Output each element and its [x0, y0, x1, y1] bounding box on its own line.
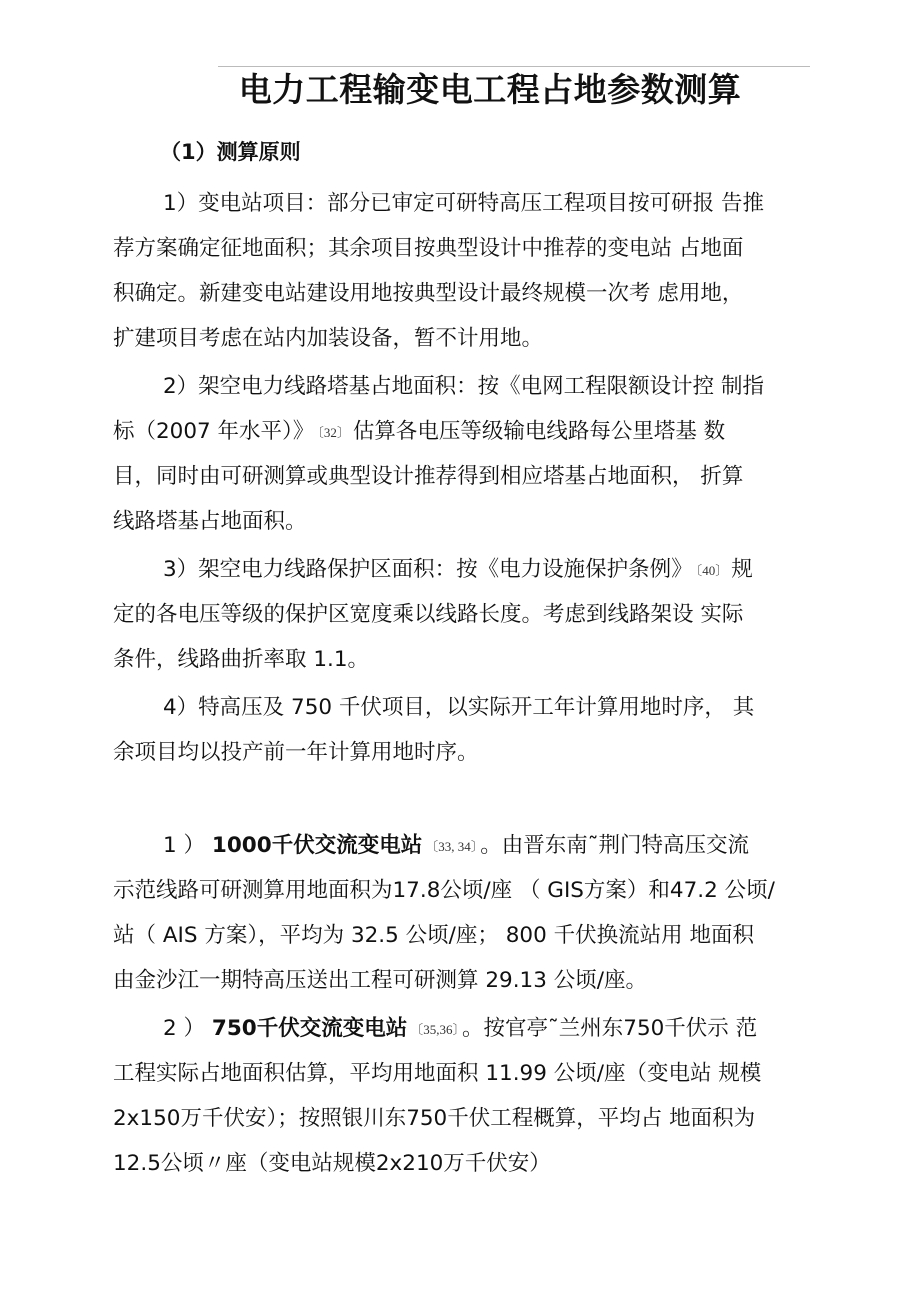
text-segment: 扩建项目考虑在站内加装设备，暂不计用地。 — [113, 326, 544, 351]
document-body — [113, 178, 813, 1186]
text-line — [113, 685, 813, 730]
text-line — [113, 1006, 813, 1051]
text-segment: 定的各电压等级的保护区宽度乘以线路长度。考虑到线路架设 实际 — [113, 602, 744, 627]
text-segment: 示范线路可研测算用地面积为17.8公顷/座 （ GIS方案）和47.2 公顷/ — [113, 878, 775, 903]
header-rule — [218, 66, 810, 67]
text-segment: 工程实际占地面积估算，平均用地面积 11.99 公顷/座（变电站 规模 — [113, 1061, 762, 1086]
document-title: 电力工程输变电工程占地参数测算 — [238, 70, 742, 109]
citation-ref: 〔33, 34〕 — [425, 838, 478, 854]
text-segment: 2）架空电力线路塔基占地面积：按《电网工程限额设计控 制指 — [163, 374, 765, 399]
text-segment: 目，同时由可研测算或典型设计推荐得到相应塔基占地面积， 折算 — [113, 464, 744, 489]
text-line — [113, 730, 813, 775]
text-segment: 标（2007 年水平）》 — [113, 419, 315, 444]
paragraph — [113, 181, 813, 361]
text-segment: 2 ） — [163, 1016, 212, 1041]
text-line — [113, 409, 813, 454]
paragraph — [113, 364, 813, 544]
paragraph — [113, 1006, 813, 1186]
text-segment: 。按官亭˜兰州东750千伏示 范 — [462, 1016, 758, 1041]
text-line — [113, 958, 813, 1003]
text-line — [113, 364, 813, 409]
text-line — [113, 1051, 813, 1096]
text-segment: 估算各电压等级输电线路每公里塔基 数 — [352, 419, 726, 444]
text-line — [113, 499, 813, 544]
text-line — [113, 547, 813, 592]
paragraph — [113, 823, 813, 1003]
text-line — [113, 868, 813, 913]
citation-ref: 〔40〕 — [695, 562, 729, 578]
text-segment: 4）特高压及 750 千伏项目，以实际开工年计算用地时序， 其 — [163, 695, 755, 720]
text-line — [113, 181, 813, 226]
text-line — [113, 226, 813, 271]
text-line — [113, 637, 813, 682]
text-segment: 荐方案确定征地面积；其余项目按典型设计中推荐的变电站 占地面 — [113, 236, 744, 261]
text-line — [113, 1096, 813, 1141]
paragraph — [113, 547, 813, 682]
text-segment: 积确定。新建变电站建设用地按典型设计最终规模一次考 虑用地， — [113, 281, 744, 306]
text-segment: 线路塔基占地面积。 — [113, 509, 307, 534]
text-segment: 条件，线路曲折率取 1.1。 — [113, 647, 370, 672]
text-segment: 规 — [731, 557, 753, 582]
text-line — [113, 823, 813, 868]
text-line — [113, 271, 813, 316]
citation-ref: 〔32〕 — [317, 424, 350, 440]
text-segment: 。由晋东南˜荆门特高压交流 — [480, 833, 749, 858]
text-segment: 站（ AIS 方案），平均为 32.5 公顷/座； 800 千伏换流站用 地面积 — [113, 923, 754, 948]
text-line — [113, 1141, 813, 1186]
text-segment: 由金沙江一期特高压送出工程可研测算 29.13 公顷/座。 — [113, 968, 647, 993]
text-line — [113, 316, 813, 361]
text-segment: 1）变电站项目：部分已审定可研特高压工程项目按可研报 告推 — [163, 191, 765, 216]
paragraph — [113, 685, 813, 775]
section-heading: （1）测算原则 — [160, 140, 301, 164]
text-segment: 余项目均以投产前一年计算用地时序。 — [113, 740, 479, 765]
bold-term: 1000千伏交流变电站 — [211, 833, 423, 858]
text-segment: 2x150万千伏安）；按照银川东750千伏工程概算，平均占 地面积为 — [113, 1106, 756, 1131]
text-line — [113, 454, 813, 499]
text-line — [113, 913, 813, 958]
text-segment: 1 ） — [163, 833, 212, 858]
text-segment: 12.5公顷〃座（变电站规模2x210万千伏安） — [113, 1151, 551, 1176]
citation-ref: 〔35,36〕 — [410, 1021, 460, 1037]
bold-term: 750千伏交流变电站 — [211, 1016, 408, 1041]
text-segment: 3）架空电力线路保护区面积：按《电力设施保护条例》 — [163, 557, 693, 582]
text-line — [113, 592, 813, 637]
